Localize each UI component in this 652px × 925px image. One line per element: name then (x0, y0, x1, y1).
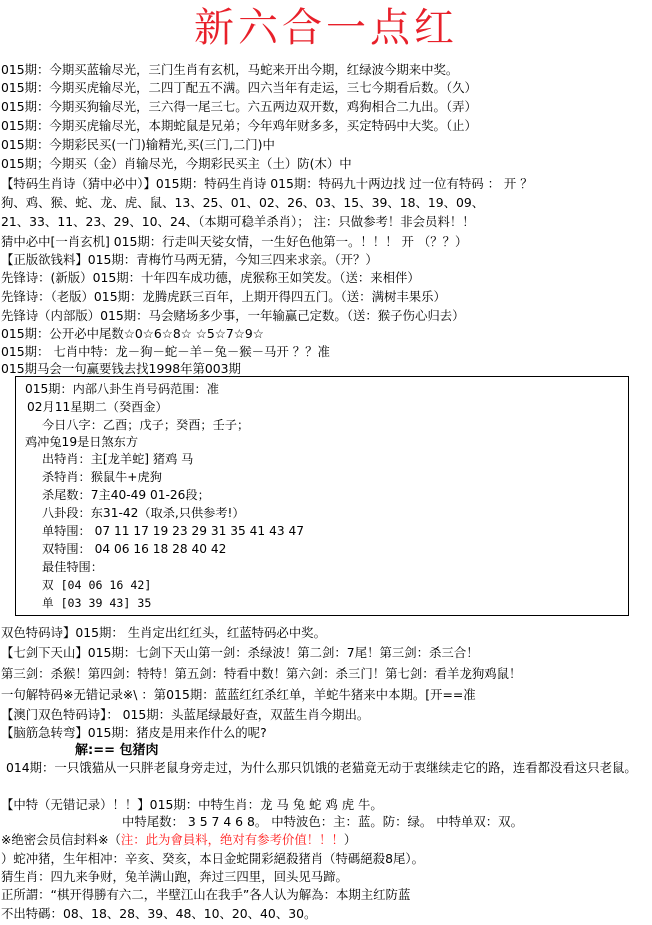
text-line: 【脑筋急转弯】015期：猪皮是用来作什么的呢? (1, 725, 267, 740)
text-line: 狗、鸡、猴、蛇、龙、虎、鼠、13、25、01、02、26、03、15、39、18、19、09、 (1, 195, 485, 210)
text-line: 双色特码诗】015期： 生肖定出红红头，红蓝特码必中奖。 (1, 625, 326, 640)
text-line: 015期：今期买狗输尽光，三六得一尾三七。六五两边双开数，鸡狗相合二九出。（弄） (1, 99, 477, 114)
text-line: 015期： 七肖中特：龙－狗－蛇－羊－兔－猴－马开 ？？准 (1, 344, 330, 359)
text-line: 一句解特码※无错记录※\ ：第015期：蓝蓝红红杀红单，羊蛇牛猪来中本期。[开==准 (1, 687, 476, 702)
vip-prefix: ※绝密会员信封料※（ (1, 832, 121, 847)
box-line: 八卦段：东31-42（取杀,只供参考!） (42, 506, 245, 520)
text-line: 第三剑：杀猴！第四剑：特特！第五剑：特看中数！第六剑：杀三门！第七剑：看羊龙狗鸡鼠！ (1, 666, 522, 681)
bagua-range-box (15, 376, 629, 616)
text-line: 015期：今期买蓝输尽光，三门生肖有玄机，马蛇来开出今期，红绿波今期来中奖。 (1, 62, 459, 77)
box-line: 双 [04 06 16 42] (42, 578, 152, 592)
text-line: 先锋诗：(新版）015期：十年四车成功德，虎猴称王如笑发。（送：来相伴） (1, 270, 420, 285)
text-line: 015期：今期买虎输尽光，二四丁配五不满。四六当年有走运，三七今期看后数。（久） (1, 80, 477, 95)
vip-suffix: ） (343, 832, 357, 847)
text-line: 先锋诗：（老版）015期：龙腾虎跃三百年，上期开得四五门。（送：满树丰果乐） (1, 289, 446, 304)
text-line: 015期：今期买虎输尽光，本期蛇鼠是兄弟；今年鸡年财多多，买定特码中大奖。（止） (1, 118, 477, 133)
text-line: 【七剑下天山】015期：七剑下天山第一剑：杀绿波！第二剑：7尾！第三剑：杀三合！ (1, 645, 479, 660)
text-line: 015期；今期买（金）肖输尽光，今期彩民买主（土）防(木）中 (1, 156, 352, 171)
text-line: 【特码生肖诗（猜中必中）】015期：特码生肖诗 015期：特码九十两边找 过一位有特码 ： 开 ？ (1, 176, 533, 191)
text-line: 【澳门双色特码诗】： 015期：头蓝尾绿最好查，双蓝生肖今期出。 (1, 707, 370, 722)
text-line: 正所謂：“棋开得勝有六二，半壁江山在我手”各人认为解為：本期主红防蓝 (1, 887, 411, 902)
text-line: 中特尾数： 3 5 7 4 6 8。 中特波色：主：蓝。防：绿。 中特单双：双。 (122, 814, 523, 829)
box-line: 出特肖：主[龙羊蛇] 猪鸡 马 (42, 452, 194, 466)
box-line: 02月11星期二（癸酉金） (27, 400, 168, 414)
text-line: 21、33、11、23、29、10、24、（本期可稳羊杀肖）； 注：只做参考！非会员料！！ (1, 214, 475, 229)
text-line: 不出特碼：08、18、28、39、48、10、20、40、30。 (1, 906, 317, 921)
vip-note: 注：此为會員料，绝对有参考价值！！！ (120, 832, 344, 847)
text-line: ）蛇冲猪，生年相冲：辛亥、癸亥，本日金蛇開彩絕殺猪肖（特碼絕殺8尾）。 (1, 851, 424, 866)
riddle-answer: 解:== 包猪肉 (75, 743, 159, 758)
text-line: 猜中必中[一肖玄机] 015期：行走叫天娑女情，一生好色他第一。！！！ 开 （？？） (1, 234, 468, 249)
box-line: 鸡冲兔19是日煞东方 (25, 435, 139, 449)
box-line: 今日八字：乙酉；戊子；癸酉；壬子； (42, 418, 250, 432)
text-line: 【中特（无错记录）！！】015期：中特生肖：龙 马 兔 蛇 鸡 虎 牛。 (1, 797, 383, 812)
box-line: 015期：内部八卦生肖号码范围：准 (25, 382, 219, 396)
box-line: 杀尾数：7主40-49 01-26段； (42, 488, 210, 502)
text-line: 先锋诗（内部版）015期：马会赌场多少事，一年输赢己定数。（送：猴子伤心归去） (1, 308, 465, 323)
text-line: 【正版欲钱料】015期：青梅竹马两无猜，今知三四来求亲。（开？） (1, 252, 378, 267)
text-line: 015期：公开必中尾数☆0☆6☆8☆ ☆5☆7☆9☆ (1, 326, 264, 341)
box-line: 双特围： 04 06 16 18 28 40 42 (42, 542, 227, 556)
vip-line (1, 831, 651, 848)
text-line: 015期马会一句赢要钱去找1998年第003期 (1, 361, 241, 376)
box-line: 单 [03 39 43] 35 (42, 596, 152, 610)
page-title: 新六合一点红 (194, 5, 458, 51)
text-line: 猜生肖：四九来争财，兔羊满山跑，奔过三四里，回头见马蹄。 (1, 869, 348, 884)
box-line: 单特围： 07 11 17 19 23 29 31 35 41 43 47 (42, 524, 304, 538)
text-line: 015期：今期彩民买(一门)输精光,买(三门,二门)中 (1, 137, 275, 152)
box-line: 杀特肖：猴鼠牛+虎狗 (42, 470, 162, 484)
box-line: 最佳特围： (42, 560, 103, 574)
riddle-text: 014期：一只饿猫从一只胖老鼠身旁走过，为什么那只饥饿的老猫竟无动于衷继续走它的路，连看都没看这只老鼠。 (6, 760, 637, 775)
